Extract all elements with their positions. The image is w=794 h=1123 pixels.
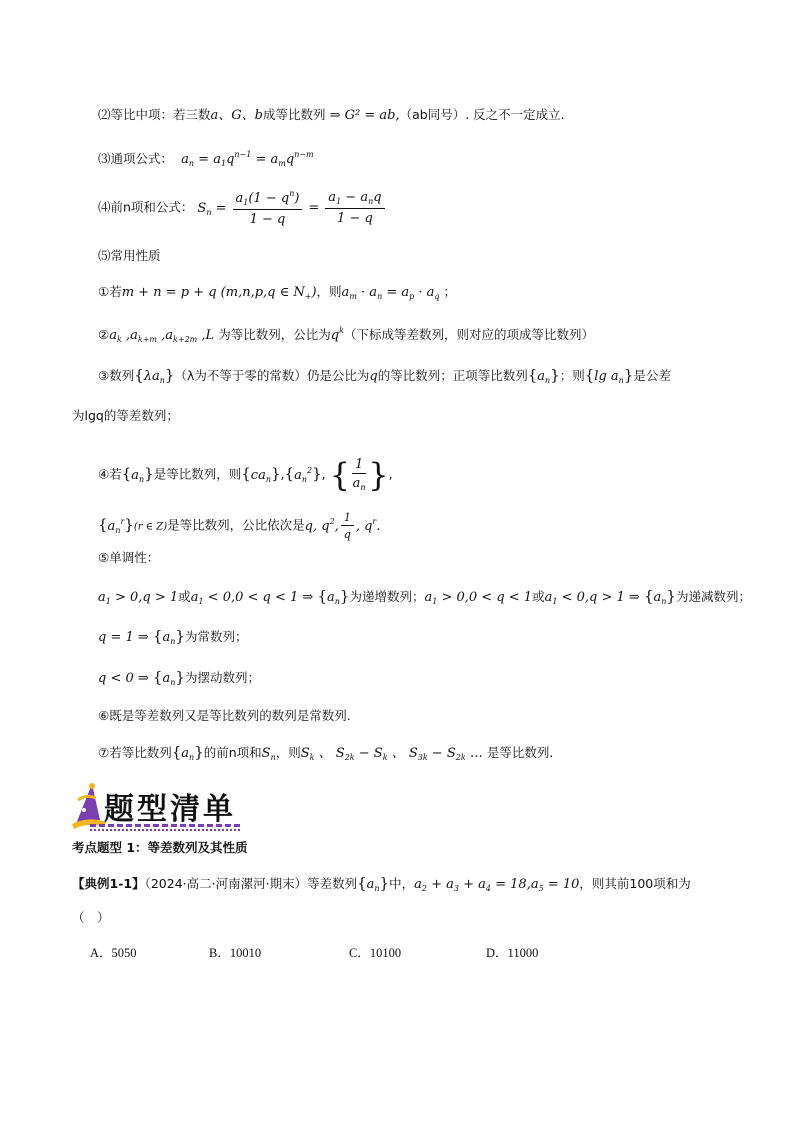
property-3-general-term: ⑶通项公式： $a_n = a_1q^{n-1} = a_mq^{n-m}$ xyxy=(98,150,314,168)
property-5-item-2: $②a_k$ $,a_{k+m}$ $,a_{k+2m}$ ,L 为等比数列，公比为$q^k$（下标成等差数列，则对应的项成等比数列） xyxy=(98,326,594,344)
section-banner xyxy=(70,780,240,835)
answer-blank: （ ） xyxy=(72,910,110,925)
property-5-heading: ⑸常用性质 xyxy=(98,248,161,263)
option-a[interactable]: A．5050 xyxy=(90,946,137,960)
property-5-item-4: ④若$\{a_n\}$是等比数列，则$\{ca_n\},\{a_n^2\}$, { $\frac{1}{a_n}$ }, xyxy=(98,456,393,494)
banner-title: 题型清单 xyxy=(104,792,236,827)
banner-underline xyxy=(90,824,240,827)
monotonic-constant: q = 1 ⇒ $\{a_n\}$为常数列； xyxy=(98,627,248,646)
property-5-item-5-title: ⑤单调性： xyxy=(98,550,160,565)
property-5-item-1: ①若m + n = p + q (m,n,p,q ∈ $N_+$)，则$a_m \cdot a_n = a_p \cdot a_q$ ； xyxy=(98,284,457,301)
property-5-item-4-cont: $\{a_n^r\}(r$ ∈ Z)是等比数列，公比依次是q, $q^2$, $\frac{1}{q}$ , $q^r$. xyxy=(98,511,381,541)
property-5-item-3: ③数列$\{\lambda a_n\}(\lambda$为不等于零的常数）仍是公比为q的等比数列；正项等比数列$\{a_n\}$；则{lg $a_n$}是公差 xyxy=(98,366,671,385)
option-d[interactable]: D．11000 xyxy=(486,946,539,960)
option-b[interactable]: B．10010 xyxy=(209,946,262,960)
option-c[interactable]: C．10100 xyxy=(349,946,402,960)
monotonic-oscillating: q < 0 ⇒ $\{a_n\}$为摆动数列； xyxy=(98,668,260,687)
property-5-item-6: ⑥既是等差数列又是等比数列的数列是常数列. xyxy=(98,708,351,723)
property-4-sum-formula: ⑷前n项和公式： $S_n$ = $\frac{a_1(1 - q^n)}{1 - q}$ = $\frac{a_1 - a_nq}{1 - q}$ xyxy=(98,190,387,226)
banner-underline-dots xyxy=(90,829,240,831)
property-2-geometric-mean: ⑵等比中项：若三数a、G、b成等比数列 ⇒ G² = ab,（ab同号）. 反之不一定成立. xyxy=(98,107,565,123)
property-5-item-7: ⑦若等比数列$\{a_n\}$的前n项和$S_n$，则$S_k$ 、 $S_{2k} - S_k$ 、 $S_{3k} - S_{2k}$ … 是等比数列. xyxy=(98,743,554,762)
property-5-item-3-cont: 为lgq的等差数列； xyxy=(72,408,179,423)
monotonic-increasing-decreasing: $a_1 > 0,q > 1$或$a_1 < 0,0 < q < 1$ ⇒ $\{a_n\}$为递增数列；$a_1 > 0,0 < q < 1$或$a_1 < 0,q > 1$ ⇒ $\{a_n\}$为递减数列； xyxy=(98,587,751,606)
section-heading: 考点题型 1：等差数列及其性质 xyxy=(72,840,248,855)
example-question: 【典例1-1】（2024·高二·河南漯河·期末）等差数列$\{a_n\}$中，$a_2 + a_3 + a_4 = 18,a_5 = 10$，则其前100项和为 xyxy=(72,874,691,893)
